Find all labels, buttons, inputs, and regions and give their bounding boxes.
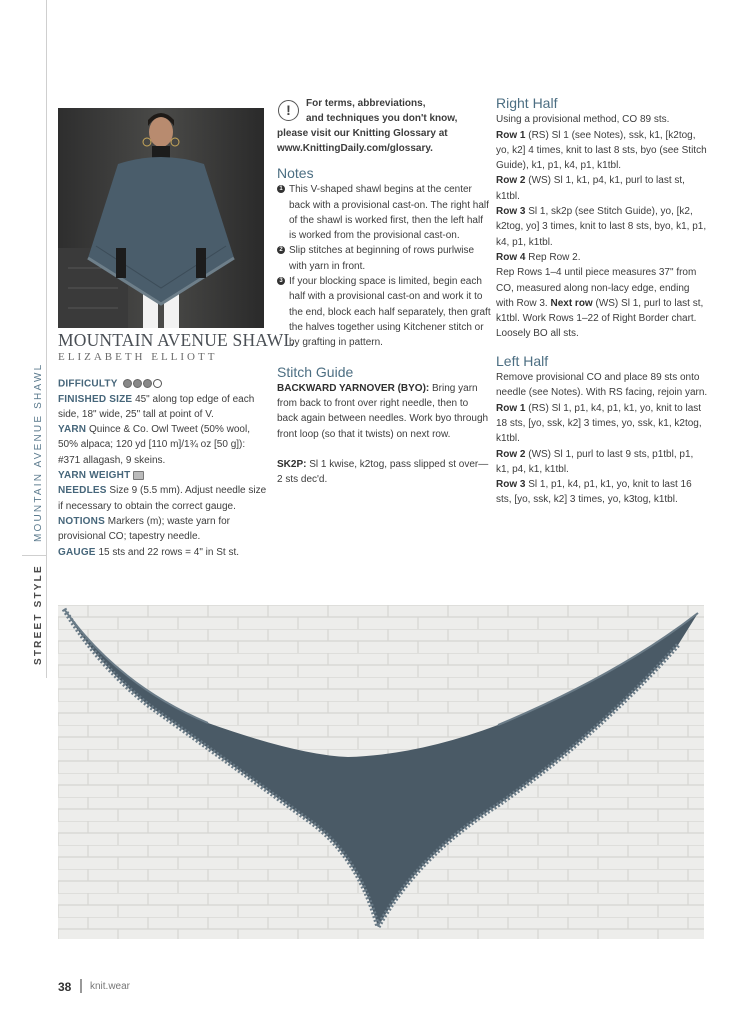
row-text: Rep Row 2. xyxy=(528,251,581,263)
sk2p-label: SK2P: xyxy=(277,459,307,471)
byo-definition xyxy=(277,381,491,442)
notes-heading: Notes xyxy=(277,165,314,181)
note-text: Slip stitches at beginning of rows purlwise with yarn in front. xyxy=(289,245,475,272)
note-number-icon: 1 xyxy=(277,185,285,193)
note-item xyxy=(277,274,491,350)
yarn-weight xyxy=(58,468,268,483)
difficulty-dot-filled xyxy=(123,379,132,388)
byo-label: BACKWARD YARNOVER (BYO): xyxy=(277,382,430,394)
difficulty-rating xyxy=(123,376,163,391)
difficulty-label: DIFFICULTY xyxy=(58,378,118,390)
callout-line: and techniques you don't know, xyxy=(306,113,458,124)
finished-size-label: FINISHED SIZE xyxy=(58,393,133,405)
footer-divider xyxy=(80,979,82,993)
sk2p-text: Sl 1 kwise, k2tog, pass slipped st over—2 sts dec'd. xyxy=(277,459,489,486)
difficulty-dot-filled xyxy=(143,379,152,388)
difficulty-dot-empty xyxy=(153,379,162,388)
right-row-3 xyxy=(496,204,708,250)
notions xyxy=(58,514,268,545)
note-text: If your blocking space is limited, begin each half with a provisional cast-on and work it to the end, block each half separately, then graft the halves together using Kitchener stitch or by grafting in pattern. xyxy=(289,276,491,349)
yarn-weight-label: YARN WEIGHT xyxy=(58,470,131,482)
designer-name: ELIZABETH ELLIOTT xyxy=(58,351,218,363)
right-half-intro: Using a provisional method, CO 89 sts. xyxy=(496,114,670,126)
note-number-icon: 2 xyxy=(277,246,285,254)
needles-label: NEEDLES xyxy=(58,485,107,497)
note-number-icon: 3 xyxy=(277,277,285,285)
row-label: Row 4 xyxy=(496,251,526,263)
model-photo xyxy=(58,108,264,328)
right-row-2 xyxy=(496,173,708,204)
left-half-intro: Remove provisional CO and place 89 sts onto needle (see Notes). With RS facing, rejoin yarn. xyxy=(496,372,708,399)
left-half-heading: Left Half xyxy=(496,352,549,369)
sidebar-divider xyxy=(22,555,46,556)
row-label: Row 2 xyxy=(496,175,526,187)
repeat-text: Rep Rows 1–4 until piece measures 37" from CO, measured along non-lacy edge, ending with Row 3. xyxy=(496,267,697,309)
yarn-value: Quince & Co. Owl Tweet (50% wool, 50% alpaca; 120 yd [110 m]/1¾ oz [50 g]): #371 allagash, 9 skeins. xyxy=(58,424,250,466)
right-repeat xyxy=(496,265,708,341)
row-text: (WS) Sl 1, purl to last st, k1tbl. Work Rows 1–22 of Right Border chart. Loosely BO all sts. xyxy=(496,297,704,340)
left-row-3 xyxy=(496,477,708,508)
note-item xyxy=(277,243,491,274)
row-label: Row 2 xyxy=(496,448,526,460)
finished-size-value: 45" along top edge of each side, 18" wide, 25" tall at point of V. xyxy=(58,393,255,420)
stitch-guide-heading: Stitch Guide xyxy=(277,363,354,380)
row-text: Sl 1, sk2p (see Stitch Guide), yo, [k2, k2tog, yo] 3 times, knit to last 8 sts, byo, k1, p1, k4, p1, k1tbl. xyxy=(496,206,707,248)
gauge-label: GAUGE xyxy=(58,546,96,558)
byo-text: Bring yarn from back to front over right needle, then to back again between needles. Work byo through front loop (so that it twists) on next row. xyxy=(277,382,489,440)
instructions-column xyxy=(496,96,708,508)
sidebar-rule xyxy=(46,0,47,678)
right-half-heading: Right Half xyxy=(496,95,558,111)
row-label: Row 3 xyxy=(496,479,526,491)
section-label: STREET STYLE xyxy=(33,564,44,665)
notions-value: Markers (m); waste yarn for provisional CO; tapestry needle. xyxy=(58,515,230,543)
note-text: This V-shaped shawl begins at the center back with a provisional cast-on. The right half of the shawl is worked first, then the left half is worked from the provisional cast-on. xyxy=(289,184,489,242)
difficulty-row xyxy=(58,376,268,392)
row-label: Next row xyxy=(550,297,593,309)
page-number: 38 xyxy=(58,980,72,994)
row-text: (WS) Sl 1, k1, p4, k1, purl to last st, k1tbl. xyxy=(496,175,685,202)
gauge xyxy=(58,545,268,560)
sk2p-definition xyxy=(277,457,491,488)
row-label: Row 1 xyxy=(496,402,526,414)
right-row-1 xyxy=(496,128,708,174)
pattern-specs xyxy=(58,376,268,560)
row-text: (WS) Sl 1, purl to last 9 sts, p1tbl, p1, k1, p4, k1, k1tbl. xyxy=(496,448,694,475)
glossary-link[interactable]: www.KnittingDaily.com/glossary. xyxy=(277,143,433,154)
row-label: Row 1 xyxy=(496,129,526,141)
finished-size xyxy=(58,392,268,423)
glossary-callout xyxy=(277,96,491,156)
difficulty-dot-filled xyxy=(133,379,142,388)
sidebar-pattern-name: MOUNTAIN AVENUE SHAWL xyxy=(33,362,44,542)
notions-label: NOTIONS xyxy=(58,515,105,527)
callout-line: For terms, abbreviations, xyxy=(306,98,426,109)
yarn-label: YARN xyxy=(58,424,87,436)
magazine-name: knit.wear xyxy=(90,981,131,992)
left-row-1 xyxy=(496,401,708,447)
pattern-title: MOUNTAIN AVENUE SHAWL xyxy=(58,330,295,350)
row-label: Row 3 xyxy=(496,206,526,218)
shawl-flat-photo xyxy=(58,605,704,939)
gauge-value: 15 sts and 22 rows = 4" in St st. xyxy=(98,546,240,558)
right-row-4 xyxy=(496,250,708,265)
yarn xyxy=(58,422,268,468)
yarn-weight-icon xyxy=(133,471,144,480)
callout-line: please visit our Knitting Glossary at xyxy=(277,128,448,139)
left-row-2 xyxy=(496,447,708,478)
needles xyxy=(58,483,268,514)
exclamation-icon: ! xyxy=(278,100,299,121)
notes-column xyxy=(277,96,491,488)
needles-value: Size 9 (5.5 mm). Adjust needle size if necessary to obtain the correct gauge. xyxy=(58,485,267,512)
note-item xyxy=(277,182,491,243)
row-text: (RS) Sl 1 (see Notes), ssk, k1, [k2tog, yo, k2] 4 times, knit to last 8 sts, byo (see Stitch Guide), k1, p1, k4, p1, k1tbl. xyxy=(496,129,707,172)
row-text: (RS) Sl 1, p1, k4, p1, k1, yo, knit to last 18 sts, [yo, ssk, k2] 3 times, yo, ssk, k1, k2tog, k1tbl. xyxy=(496,402,702,445)
row-text: Sl 1, p1, k4, p1, k1, yo, knit to last 16 sts, [yo, ssk, k2] 3 times, yo, k3tog, k1tbl. xyxy=(496,479,692,506)
